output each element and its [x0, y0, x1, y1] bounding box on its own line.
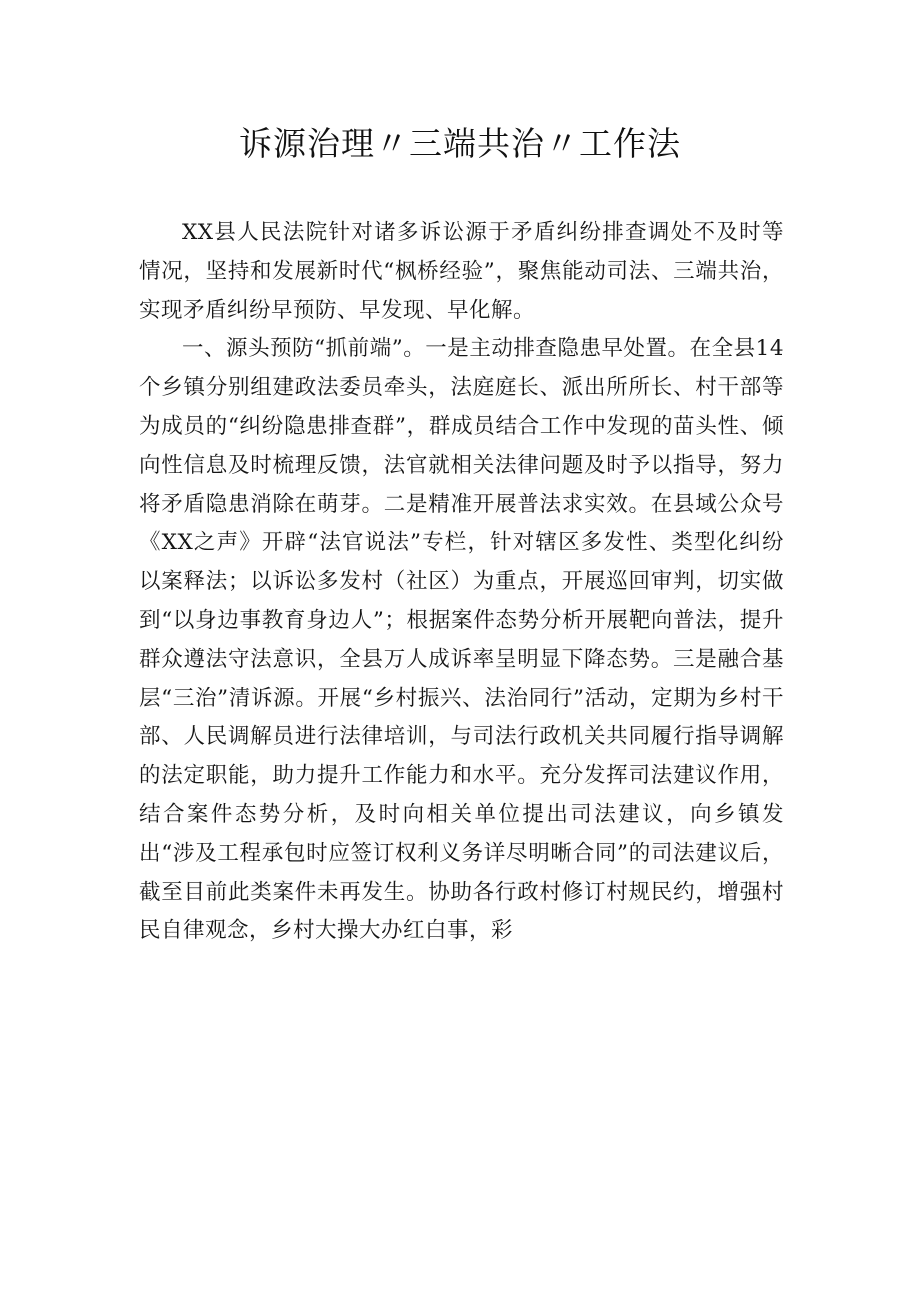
- document-body: [139, 214, 784, 951]
- paragraph-intro: XX县人民法院针对诸多诉讼源于矛盾纠纷排查调处不及时等情况，坚持和发展新时代“枫桥经验”，聚焦能动司法、三端共治，实现矛盾纠纷早预防、早发现、早化解。: [139, 220, 784, 323]
- document-title: 诉源治理〃三端共治〃工作法: [239, 124, 681, 163]
- paragraph-source-prevention: 一、源头预防“抓前端”。一是主动排查隐患早处置。在全县14个乡镇分别组建政法委员牵头，法庭庭长、派出所所长、村干部等为成员的“纠纷隐患排查群”，群成员结合工作中发现的苗头性、倾向性信息及时梳理反馈，法官就相关法律问题及时予以指导，努力将矛盾隐患消除在萌芽。二是精准开展普法求实效。在县域公众号《XX之声》开辟“法官说法”专栏，针对辖区多发性、类型化纠纷以案释法；以诉讼多发村（社区）为重点，开展巡回审判，切实做到“以身边事教育身边人”；根据案件态势分析开展靶向普法，提升群众遵法守法意识，全县万人成诉率呈明显下降态势。三是融合基层“三治”清诉源。开展“乡村振兴、法治同行”活动，定期为乡村干部、人民调解员进行法律培训，与司法行政机关共同履行指导调解的法定职能，助力提升工作能力和水平。充分发挥司法建议作用，结合案件态势分析，及时向相关单位提出司法建议，向乡镇发出“涉及工程承包时应签订权利义务详尽明晰合同”的司法建议后，截至目前此类案件未再发生。协助各行政村修订村规民约，增强村民自律观念，乡村大操大办红白事，彩: [139, 336, 784, 944]
